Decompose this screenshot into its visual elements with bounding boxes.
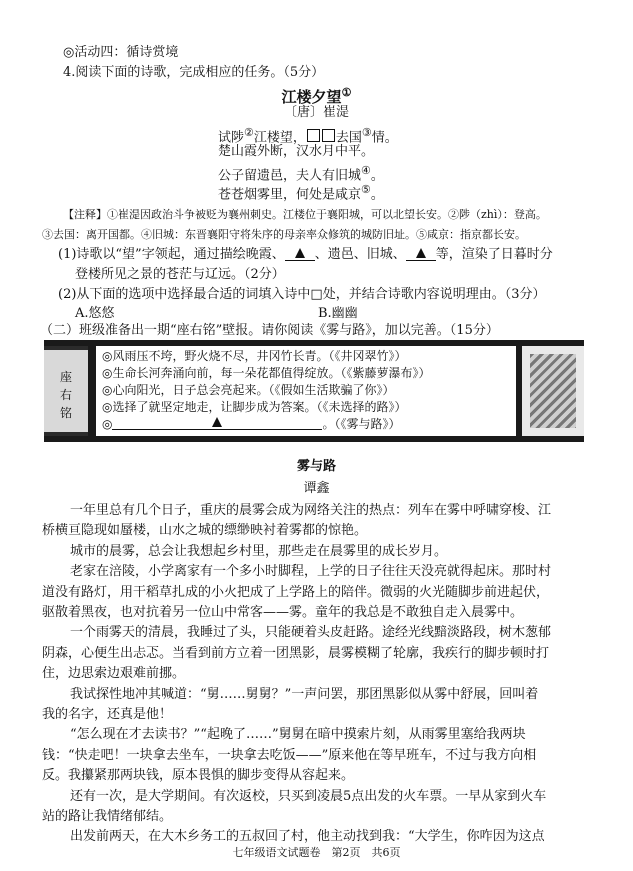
banner-content	[96, 346, 516, 436]
motto-banner	[44, 340, 584, 442]
question-4: 4.阅读下面的诗歌，完成相应的任务。（5分）	[63, 65, 325, 80]
motto-3: ◎心向阳光，日子总会亮起来。（《假如生活欺骗了你》）	[102, 383, 395, 397]
poem-author: 〔唐〕崔湜	[283, 105, 349, 120]
task-1-line-1	[58, 246, 553, 264]
article-line: 我试探性地冲其喊道：“舅……舅舅？”一声问罢，那团黑影似从雾中舒展，回叫着	[70, 686, 539, 702]
article-line: 道没有路灯，用干稻草扎成的小火把成了上学路上的陪伴。微弱的火光随脚步前进起伏，	[42, 584, 550, 600]
motto-answer-blank[interactable]	[112, 417, 322, 430]
article-line: 一年里总有几个日子，重庆的晨雾会成为网络关注的热点：列车在雾中呼啸穿梭、江	[70, 503, 552, 518]
option-b: B.幽幽	[318, 306, 358, 321]
task-2-line-1: (2)从下面的选项中选择最合适的词填入诗中□处，并结合诗歌内容说明理由。（3分）	[58, 287, 546, 302]
poem-line-3-b: 。	[370, 168, 384, 184]
article-line: 出发前两天，在大木乡务工的五叔回了村，他主动找到我：“大学生，你咋因为这点	[70, 829, 545, 845]
part-2-heading: （二）班级准备出一期“座右铭”壁报。请你阅读《雾与路》，加以完善。（15分）	[40, 323, 499, 338]
article-line: 老家在涪陵，小学离家有一个多小时脚程，上学的日子往往天没亮就得起床。那时村	[70, 564, 552, 580]
article-line: 站的路让我情绪郁结。	[42, 809, 173, 824]
poem-line-1-b: 江楼望，	[253, 130, 306, 146]
article-author: 谭鑫	[303, 481, 330, 496]
motto-4: ◎选择了就坚定地走，让脚步成为答案。（《未选择的路》）	[102, 400, 407, 414]
notes-line-2: ③去国：离开国都。④旧城：东晋襄阳守将朱序的母亲率众修筑的城防旧址。⑤咸京：指京都长安。	[42, 228, 526, 241]
poem-line-4	[218, 181, 384, 204]
task-1-b: 、遗邑、旧城、	[314, 247, 406, 262]
article-line: 我的名字，还真是他！	[42, 707, 173, 722]
blank-box	[322, 129, 335, 142]
poem-note-4: ④	[361, 164, 371, 177]
poem-note-2: ②	[244, 126, 254, 139]
notes-line-1: 【注释】①崔湜因政治斗争被贬为襄州刺史。江楼位于襄阳城，可以北望长安。②陟（zhì）：登高。	[63, 208, 547, 221]
article-line: 阴森，心便生出忐忑。当看到前方立着一团黑影，晨雾模糊了轮廓，我疾行的脚步顿时打	[42, 645, 550, 661]
article-line: 还有一次，是大学期间。有次返校，只买到凌晨5点出发的火车票。一早从家到火车	[70, 788, 547, 804]
task-1-line-2: 登楼所见之景的苍茫与辽远。（2分）	[75, 267, 285, 282]
task-1-c: 等，渲染了日暮时分	[435, 247, 553, 262]
task-1-a: (1)诗歌以“望”字领起，通过描绘晚霞、	[58, 247, 285, 262]
article-title: 雾与路	[296, 459, 336, 474]
poem-title	[0, 84, 633, 106]
banner-label-panel	[44, 350, 88, 432]
poem-note-5: ⑤	[361, 183, 371, 196]
page-footer: 七年级语文试题卷 第2页 共6页	[232, 846, 401, 859]
poem-line-4-b: 。	[370, 187, 384, 203]
poem-line-1-d: 情。	[371, 130, 398, 146]
poem-note-3: ③	[361, 126, 372, 139]
article-line: “怎么现在才去读书？”“起晚了……”舅舅在暗中摸索片刻，从雨雾里塞给我两块	[70, 727, 526, 743]
article-line: 城市的晨雾，总会让我想起乡村里，那些走在晨雾里的成长岁月。	[70, 543, 448, 559]
article-line: 一个雨雾天的清晨，我睡过了头，只能硬着头皮赶路。途经光线黯淡路段，树木葱郁	[70, 625, 552, 641]
poem-line-2: 楚山霞外断，汉水月中平。	[218, 144, 375, 159]
poem-title-text: 江楼夕望	[281, 88, 342, 106]
landscape-illustration-icon	[530, 354, 576, 428]
article-line: 桥横亘隐现如蜃楼，山水之城的缥缈映衬着雾都的惊艳。	[42, 523, 368, 539]
activity-heading: ◎活动四：循诗赏境	[63, 45, 179, 60]
motto-5	[102, 416, 401, 433]
article-line: 钱：“快走吧！一块拿去坐车，一块拿去吃饭——”原来他在等早班车，不过与我方向相	[42, 747, 537, 763]
banner-right-decoration	[522, 346, 584, 436]
poem-line-1-c: 去国	[335, 130, 362, 146]
poem-line-1-a: 试陟	[218, 130, 245, 146]
article-line: 驱散着黑夜，也对抗着另一位山中常客——雾。童年的我总是不敢独自走入晨雾中。	[42, 605, 524, 620]
motto-5-mark: ◎	[102, 417, 113, 431]
article-line: 反。我攥紧那两块钱，原本畏惧的脚步变得从容起来。	[42, 768, 355, 784]
motto-1: ◎风雨压不垮，野火烧不尽，井冈竹长青。（《井冈翠竹》）	[102, 349, 407, 363]
answer-blank[interactable]	[406, 247, 436, 261]
motto-5-source: 。（《雾与路》）	[322, 417, 401, 431]
answer-blank[interactable]	[285, 247, 315, 261]
article-line: 住，边思索边艰难前挪。	[42, 666, 186, 682]
poem-line-3-a: 公子留遗邑，夫人有旧城	[218, 168, 362, 184]
triangle-icon	[212, 417, 222, 427]
poem-title-note: ①	[341, 86, 352, 99]
blank-box	[307, 129, 320, 142]
banner-label: 座右铭	[60, 370, 73, 420]
triangle-icon	[416, 248, 426, 258]
option-a: A.悠悠	[75, 306, 115, 321]
poem-line-4-a: 苍苍烟雾里，何处是咸京	[218, 187, 362, 203]
triangle-icon	[295, 248, 305, 258]
motto-2: ◎生命长河奔涌向前，每一朵花都值得绽放。（《紫藤萝瀑布》）	[102, 366, 431, 380]
